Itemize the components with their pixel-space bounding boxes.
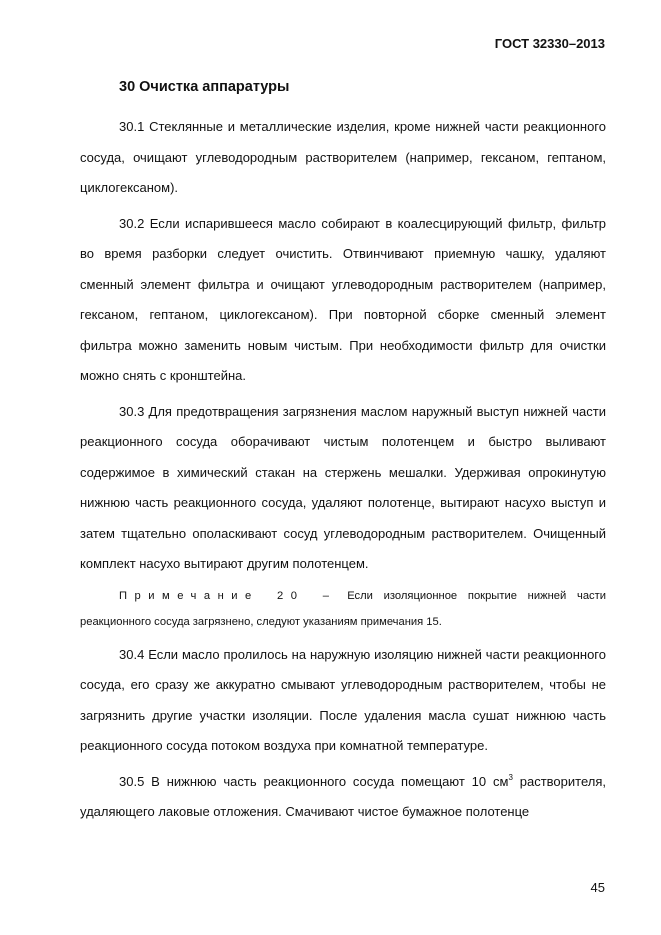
paragraph-30-2: 30.2 Если испарившееся масло собирают в коалесцирующий фильтр, фильтр во время разборки следует очистить. Отвинчивают приемную чашку, удаляют сменный элемент фильтра и очищают углеводородным растворителем (например, гексаном, гептаном, циклогексаном). При повторной сборке сменный элемент фильтра можно заменить новым чистым. При необходимости фильтр для очистки можно снять с кронштейна. xyxy=(80,215,606,383)
superscript-3: 3 xyxy=(508,772,513,782)
note-20-text: Если изоляционное покрытие нижней части реакционного сосуда загрязнено, следуют указаниям примечания 15. xyxy=(80,589,607,628)
document-header: ГОСТ 32330–2013 xyxy=(494,36,605,51)
paragraph-30-5-end: растворителя, удаляющего лаковые отложения. Смачивают чистое бумажное полотенце xyxy=(80,773,606,819)
page-number: 45 xyxy=(590,880,605,895)
paragraph-30-1: 30.1 Стеклянные и металлические изделия, кроме нижней части реакционного сосуда, очищают углеводородным растворителем (например, гексаном, гептаном, циклогексаном). xyxy=(80,119,606,195)
paragraph-30-3: 30.3 Для предотвращения загрязнения маслом наружный выступ нижней части реакционного сосуда оборачивают чистым полотенцем и быстро выливают содержимое в химический стакан на стержень мешалки. Удерживая опрокинутую нижнюю часть реакционного сосуда, удаляют полотенце, вытирают насухо выступ и затем тщательно ополаскивают сосуд углеводородным растворителем. Очищенный комплект насухо вытирают другим полотенцем. xyxy=(80,403,606,571)
note-20-label: Примечание 20 – xyxy=(119,589,337,602)
paragraph-30-4: 30.4 Если масло пролилось на наружную изоляцию нижней части реакционного сосуда, его сразу же аккуратно смывают углеводородным растворителем, чтобы не загрязнить другие участки изоляции. После удаления масла сушат нижнюю часть реакционного сосуда потоком воздуха при комнатной температуре. xyxy=(80,646,606,753)
section-title: 30 Очистка аппаратуры xyxy=(119,79,290,95)
body-text xyxy=(80,112,606,828)
paragraph-30-5-start: 30.5 В нижнюю часть реакционного сосуда помещают 10 см xyxy=(119,773,509,789)
paragraph-30-5 xyxy=(80,767,606,828)
note-20 xyxy=(80,583,606,635)
